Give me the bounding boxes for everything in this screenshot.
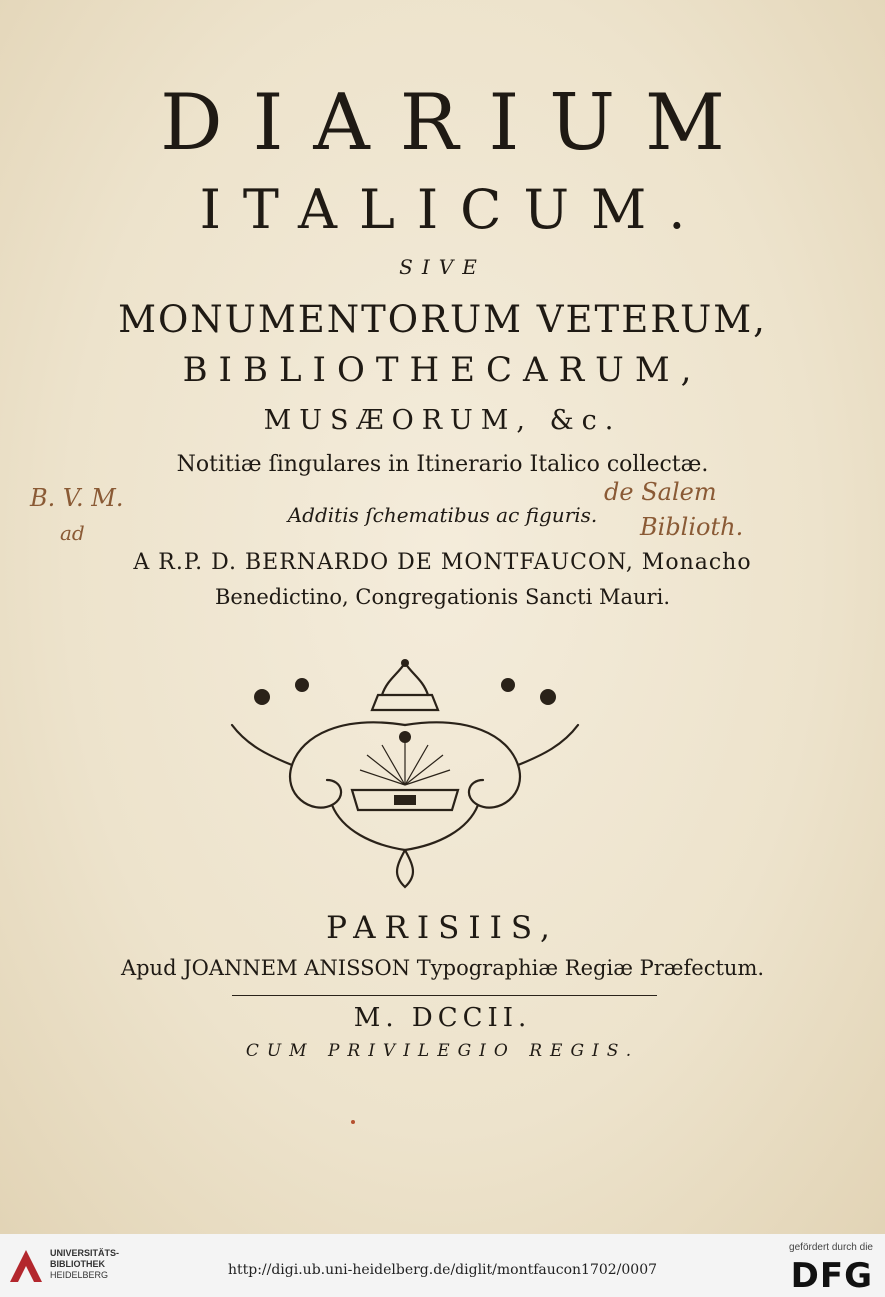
dfg-logo: DFG (790, 1256, 873, 1296)
imprint-publisher: Apud JOANNEM ANISSON Typographiæ Regiæ Præfectum. (120, 956, 765, 980)
funder-label: gefördert durch die (789, 1242, 873, 1253)
handwritten-note-biblioth: Biblioth. (640, 513, 744, 541)
title-diarium: DIARIUM (160, 78, 755, 168)
printers-ornament-icon (222, 655, 588, 890)
title-italicum: ITALICUM. (199, 178, 708, 241)
handwritten-note-de-salem: de Salem (604, 478, 717, 506)
divider-rule (232, 995, 657, 996)
subtitle-monumentorum: MONUMENTORUM VETERUM, (118, 298, 767, 341)
imprint-place: PARISIIS, (326, 910, 559, 946)
author-affiliation: Benedictino, Congregationis Sancti Mauri. (214, 585, 670, 609)
subtitle-additis: Additis ſchematibus ac figuris. (287, 503, 598, 527)
ink-spot (351, 1120, 355, 1124)
author-line: A R.P. D. BERNARDO DE MONTFAUCON, Monacho (133, 550, 752, 575)
library-name: UNIVERSITÄTS- BIBLIOTHEK HEIDELBERG (50, 1248, 120, 1280)
handwritten-note-ad: ad (60, 521, 85, 545)
imprint-year: M. DCCII. (353, 1003, 532, 1033)
subtitle-musaeorum: MUSÆORUM, &c. (263, 405, 622, 436)
subtitle-sive: SIVE (399, 255, 486, 279)
subtitle-notitiae: Notitiæ ſingulares in Itinerario Italico collectæ. (176, 452, 709, 477)
subtitle-bibliothecarum: BIBLIOTHECARUM, (182, 350, 703, 390)
handwritten-note-bvm: B. V. M. (30, 484, 124, 512)
permalink-url[interactable]: http://digi.ub.uni-heidelberg.de/diglit/montfaucon1702/0007 (227, 1262, 658, 1278)
imprint-privilege: CUM PRIVILEGIO REGIS. (245, 1041, 640, 1061)
university-library-logo-icon (8, 1248, 44, 1284)
